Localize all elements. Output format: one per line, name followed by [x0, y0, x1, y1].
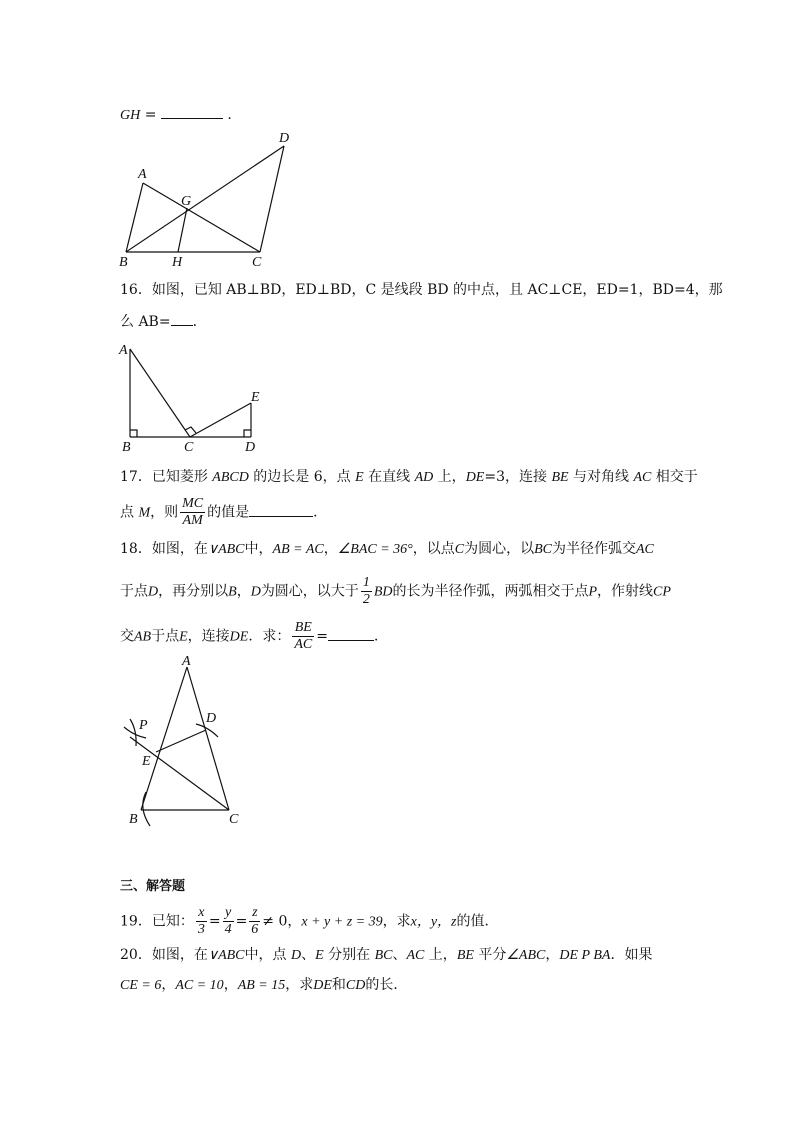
text: ，连接 — [187, 628, 230, 645]
label-e: E — [251, 390, 260, 405]
math-ad: AD — [414, 470, 434, 485]
label-p: P — [139, 718, 148, 733]
text: 和 — [331, 977, 346, 993]
text: 19．已知： — [120, 913, 194, 930]
fraction-x3 — [196, 905, 207, 938]
text: 的值是 — [207, 504, 250, 521]
text: 为圆心，以 — [464, 541, 535, 557]
text: 18．如图，在 — [120, 541, 208, 557]
numerator: MC — [182, 496, 204, 511]
math-sum: x + y + z = 39 — [301, 914, 383, 930]
label-d: D — [245, 440, 256, 455]
period: . — [227, 107, 232, 123]
q19-line — [120, 905, 499, 938]
label-a: A — [119, 343, 128, 358]
numerator: x — [196, 905, 207, 922]
numerator: y — [223, 905, 234, 922]
text: ，求 — [285, 977, 314, 993]
math-ac: AC — [406, 948, 425, 963]
text: 为圆心，以大于 — [260, 583, 359, 600]
math-ab: AB — [134, 629, 152, 645]
numerator: 1 — [362, 575, 370, 590]
math-c: C — [454, 542, 465, 557]
equals-sign: = — [235, 913, 248, 930]
math-bc: BC — [374, 948, 393, 963]
text: 、 — [301, 947, 316, 963]
label-b: B — [122, 440, 131, 455]
label-e: E — [142, 754, 151, 769]
text: ≠ 0， — [262, 913, 302, 930]
text: ，则 — [150, 504, 179, 521]
math-triangle: ∨ABC — [207, 948, 245, 963]
period: ． — [313, 504, 328, 521]
q16-ab-label: 么 AB= — [120, 314, 171, 330]
math-de: DE — [465, 470, 485, 485]
equals-sign: = — [316, 628, 328, 645]
text: 于点 — [120, 583, 148, 600]
math-de: DE — [313, 978, 332, 993]
denominator: 4 — [224, 922, 232, 937]
math-be: BE — [456, 948, 474, 963]
q20-line1 — [120, 946, 652, 965]
text: 为半径作弧交 — [552, 541, 636, 557]
text: 的长． — [365, 977, 408, 993]
text: 上， — [424, 947, 457, 963]
text: ，以点 — [412, 541, 455, 557]
math-ce: CE = 6 — [120, 978, 162, 993]
text: 中， — [244, 541, 273, 557]
math-p: P — [588, 584, 598, 600]
text: 于点 — [151, 628, 180, 645]
denominator: 2 — [362, 592, 370, 607]
denominator: 3 — [197, 922, 205, 937]
math-e: E — [179, 629, 188, 645]
math-cd: CD — [345, 978, 366, 993]
math-d: D — [250, 584, 261, 600]
math-cp: CP — [653, 584, 671, 600]
equals-sign: = — [208, 913, 221, 930]
text: 的值． — [456, 913, 499, 930]
text: 相交于 — [651, 469, 698, 485]
text: ．求： — [248, 628, 291, 645]
text: ，作射线 — [597, 583, 654, 600]
text: 平分 — [473, 947, 507, 963]
math-ab: AB = 15 — [237, 978, 286, 993]
denominator: 6 — [251, 922, 259, 937]
text: ．如果 — [610, 947, 653, 963]
math-de: DE — [229, 629, 249, 645]
q20-line2 — [120, 976, 407, 995]
math-b: B — [228, 584, 237, 600]
label-a: A — [182, 654, 191, 669]
math-triangle: ∨ABC — [207, 542, 245, 557]
math-d: D — [148, 584, 159, 600]
label-b: B — [129, 812, 138, 827]
math-abcd: ABCD — [212, 470, 249, 485]
period: ． — [373, 628, 388, 645]
label-c: C — [184, 440, 194, 455]
text: 、 — [392, 947, 407, 963]
math-angle: ∠ABC — [506, 948, 546, 963]
text: 的边长是 6，点 — [248, 469, 356, 485]
label-h: H — [172, 255, 183, 270]
segment-ab — [141, 667, 187, 810]
math-ac: AC = 10 — [175, 978, 224, 993]
text: 交 — [120, 628, 134, 645]
label-g: G — [181, 194, 192, 209]
math-bc: BC — [534, 542, 552, 557]
arc-b — [143, 792, 150, 826]
math-angle: ∠BAC = 36° — [337, 542, 413, 557]
text: 中，点 — [244, 947, 291, 963]
segment-ac — [187, 667, 229, 810]
fraction-z6 — [249, 905, 260, 938]
text: ，求 — [382, 913, 411, 930]
math-e: E — [355, 470, 364, 485]
text: 20．如图，在 — [120, 947, 208, 963]
period: ． — [192, 314, 207, 330]
text: ，再分别以 — [158, 583, 229, 600]
label-a: A — [138, 167, 147, 182]
text: 上， — [433, 469, 466, 485]
math-ac: AC — [633, 470, 652, 485]
denominator: AM — [182, 513, 203, 528]
math-be: BE — [551, 470, 569, 485]
label-b: B — [119, 255, 128, 270]
q16-text: 16．如图，已知 AB⊥BD，ED⊥BD，C 是线段 BD 的中点，且 AC⊥CE，ED=1，BD=4，那 — [120, 282, 723, 298]
numerator: z — [249, 905, 260, 922]
label-d: D — [206, 711, 217, 726]
text: 在直线 — [363, 469, 415, 485]
text: ， — [236, 583, 251, 600]
text: 的长为半径作弧，两弧相交于点 — [392, 583, 589, 600]
numerator: BE — [292, 620, 314, 637]
fraction-y4 — [223, 905, 234, 938]
text: ， — [161, 977, 176, 993]
math-d: D — [290, 948, 302, 963]
label-c: C — [229, 812, 239, 827]
text: 点 — [120, 504, 139, 521]
text: 17．已知菱形 — [120, 469, 213, 485]
text: 与对角线 — [568, 469, 634, 485]
denominator: AC — [294, 637, 313, 652]
gh-label: GH — [120, 108, 141, 123]
text: ， — [323, 541, 338, 557]
text: ， — [545, 947, 560, 963]
math-vars: x，y，z — [410, 914, 457, 930]
section-heading: 三、解答题 — [120, 879, 186, 894]
text: 分别在 — [323, 947, 375, 963]
text: ， — [223, 977, 238, 993]
equals-sign: = — [144, 107, 157, 123]
label-d: D — [279, 131, 290, 146]
math-parallel: DE P BA — [559, 948, 611, 963]
math-e: E — [315, 948, 324, 963]
math-bd: BD — [373, 584, 393, 600]
text: =3，连接 — [484, 469, 552, 485]
label-c: C — [252, 255, 262, 270]
math-ac: AC — [636, 542, 654, 557]
math-ab-ac: AB = AC — [272, 542, 324, 557]
math-m: M — [138, 505, 151, 521]
